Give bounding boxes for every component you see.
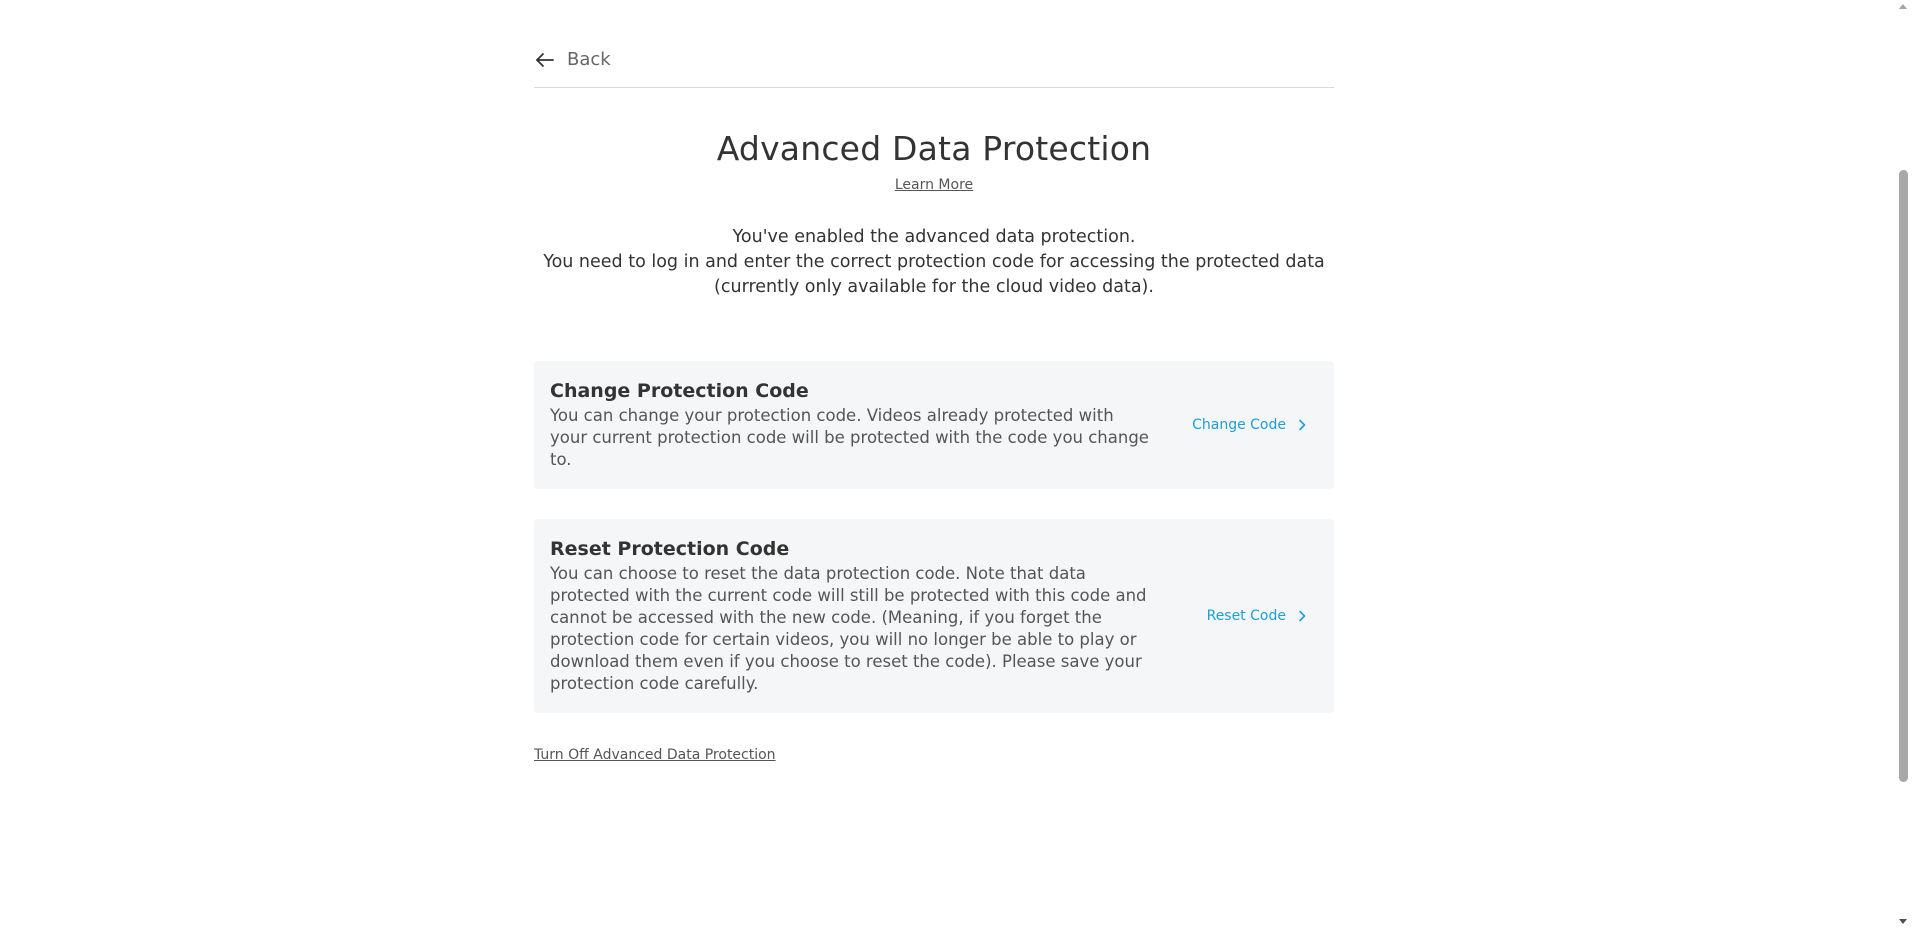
scrollbar-thumb[interactable]: [1899, 170, 1908, 782]
change-code-label: Change Code: [1192, 417, 1286, 433]
chevron-right-icon: [1296, 419, 1308, 431]
status-description: [534, 225, 1334, 300]
description-line: (currently only available for the cloud video data).: [714, 277, 1154, 297]
turn-off-advanced-data-protection-link[interactable]: Turn Off Advanced Data Protection: [534, 747, 776, 763]
description-line: You've enabled the advanced data protection.: [732, 227, 1136, 247]
page-title: Advanced Data Protection: [716, 129, 1152, 168]
reset-code-button[interactable]: [1207, 608, 1318, 624]
card-body: [550, 537, 1207, 695]
change-code-button[interactable]: [1192, 417, 1318, 433]
card-text: You can choose to reset the data protection code. Note that data protected with the current code will still be protected with this code and cannot be accessed with the new code. (Meaning, if you forget the protection code for certain videos, you will no longer be able to play or download them even if you choose to reset the code). Please save your protection code carefully.: [550, 564, 1147, 693]
card-text: You can change your protection code. Videos already protected with your current protection code will be protected with the code you change to.: [550, 406, 1149, 469]
content-container: [534, 0, 1334, 763]
learn-more-link[interactable]: Learn More: [894, 177, 974, 193]
card-body: [550, 379, 1192, 471]
header-bar: [534, 0, 1334, 88]
card-title: Change Protection Code: [550, 380, 809, 402]
reset-protection-code-card: [534, 519, 1334, 713]
back-label: Back: [567, 49, 611, 70]
scroll-down-arrow-icon[interactable]: [1899, 919, 1907, 924]
card-title: Reset Protection Code: [550, 538, 790, 560]
scroll-up-arrow-icon[interactable]: [1899, 4, 1907, 9]
vertical-scrollbar[interactable]: [1895, 0, 1912, 928]
description-line: You need to log in and enter the correct protection code for accessing the protected data: [543, 252, 1325, 272]
learn-more-row: [534, 175, 1334, 194]
arrow-left-icon: [534, 49, 556, 71]
chevron-right-icon: [1296, 610, 1308, 622]
turn-off-row: [534, 744, 1334, 763]
reset-code-label: Reset Code: [1206, 608, 1286, 624]
change-protection-code-card: [534, 361, 1334, 489]
back-button[interactable]: [534, 48, 611, 72]
